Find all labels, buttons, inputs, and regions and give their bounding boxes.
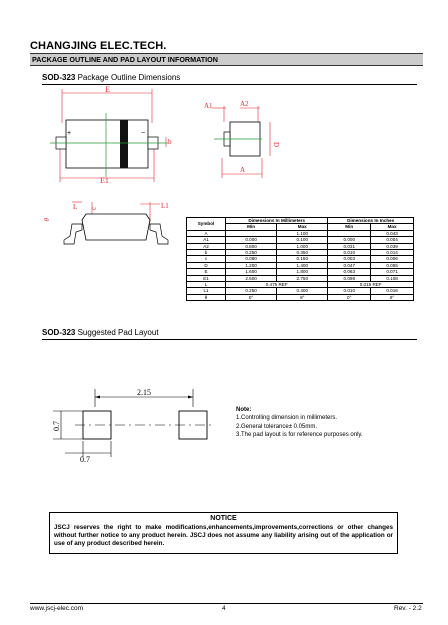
table-cell: A2 — [187, 243, 226, 249]
footer-website: www.jscj-elec.com — [30, 605, 84, 612]
table-cell: 0.047 — [328, 262, 371, 268]
table-cell: θ — [187, 294, 226, 300]
note-line-2: 2.General tolerance± 0.05mm. — [236, 423, 317, 430]
table-header-in: Dimensions In Inches — [328, 218, 414, 224]
footer-revision: Rev. - 2.2 — [394, 605, 422, 612]
table-cell: 0.010 — [328, 250, 371, 256]
table-cell: 0.055 — [371, 262, 414, 268]
table-cell: 0.010 — [328, 288, 371, 294]
table-cell: 0° — [328, 294, 371, 300]
table-cell: 0.000 — [328, 237, 371, 243]
table-cell: 0.250 — [226, 288, 277, 294]
table-cell: 0.014 — [371, 250, 414, 256]
table-cell: 0.063 — [328, 269, 371, 275]
label-A1: A1 — [204, 102, 213, 110]
table-cell: 0.400 — [277, 288, 328, 294]
label-D: D — [272, 142, 280, 148]
dim-width: 0.7 — [80, 455, 90, 464]
table-cell: 0.100 — [277, 237, 328, 243]
table-cell: 2.750 — [277, 275, 328, 281]
label-c: c — [90, 206, 98, 210]
table-cell: 0.071 — [371, 269, 414, 275]
label-b: b — [168, 138, 172, 146]
table-cell: 0.006 — [371, 256, 414, 262]
table-cell: 0.031 — [328, 243, 371, 249]
pad-section-rule — [42, 339, 417, 340]
footer-page-number: 4 — [222, 605, 226, 612]
note-title: Note: — [236, 407, 252, 413]
table-cell: D — [187, 262, 226, 268]
note-line-3: 3.The pad layout is for reference purposes only. — [236, 431, 363, 438]
section-header-text: PACKAGE OUTLINE AND PAD LAYOUT INFORMATION — [32, 55, 218, 64]
table-header-mm-max: Max — [277, 224, 328, 230]
table-cell: 0.350 — [277, 250, 328, 256]
table-cell: 0.043 — [371, 230, 414, 236]
table-cell: 8° — [371, 294, 414, 300]
table-cell: 8° — [277, 294, 328, 300]
table-cell: 0.150 — [277, 256, 328, 262]
table-cell: 0.475 REF — [226, 282, 328, 288]
table-cell: 0.016 — [371, 288, 414, 294]
outline-title-bold: SOD-323 — [42, 73, 76, 82]
notice-title: NOTICE — [210, 515, 237, 522]
table-cell: c — [187, 256, 226, 262]
anode-mark: + — [67, 130, 72, 137]
label-theta: θ — [42, 216, 52, 223]
table-cell: 1.000 — [277, 243, 328, 249]
table-cell: 1.800 — [277, 269, 328, 275]
table-cell: 0.039 — [371, 243, 414, 249]
pad-section-title — [42, 328, 159, 337]
table-header-symbol: Symbol — [187, 218, 226, 231]
outline-section-title — [42, 73, 180, 82]
label-A2: A2 — [240, 100, 249, 108]
table-cell: A1 — [187, 237, 226, 243]
note-line-1: 1.Controlling dimension in millimeters. — [236, 415, 338, 422]
table-header-in-max: Max — [371, 224, 414, 230]
table-cell: 1.600 — [226, 269, 277, 275]
side-view-drawing — [200, 98, 280, 183]
table-cell: 0.108 — [371, 275, 414, 281]
table-header-mm: Dimensions In Millimeters — [226, 218, 328, 224]
pad-layout-drawing — [45, 385, 225, 465]
pad-title-rest: Suggested Pad Layout — [75, 328, 159, 337]
table-cell: L1 — [187, 288, 226, 294]
cathode-mark: − — [141, 130, 146, 137]
table-cell: 0.098 — [328, 275, 371, 281]
company-name: CHANGJING ELEC.TECH. — [30, 40, 167, 52]
table-header-in-min: Min — [328, 224, 371, 230]
table-cell: 1.200 — [226, 262, 277, 268]
table-cell: 1.100 — [277, 230, 328, 236]
label-L: L — [73, 203, 78, 211]
table-cell: 0.250 — [226, 250, 277, 256]
table-cell: 0.080 — [226, 256, 277, 262]
table-cell: 0° — [226, 294, 277, 300]
table-cell: 2.500 — [226, 275, 277, 281]
pad-title-bold: SOD-323 — [42, 328, 76, 337]
note-block — [236, 406, 363, 439]
table-cell: 0.019 REF — [328, 282, 414, 288]
footer-rule — [30, 603, 423, 604]
table-cell: 1.400 — [277, 262, 328, 268]
table-cell: A — [187, 230, 226, 236]
dimensions-table — [186, 217, 414, 301]
table-header-mm-min: Min — [226, 224, 277, 230]
table-cell: 0.000 — [226, 237, 277, 243]
table-cell: E1 — [187, 275, 226, 281]
section-header-bar — [30, 53, 423, 66]
outline-title-rest: Package Outline Dimensions — [75, 73, 181, 82]
label-E1: E1 — [100, 176, 109, 185]
notice-box — [49, 512, 398, 554]
table-cell: L — [187, 282, 226, 288]
dim-total: 2.15 — [137, 388, 151, 397]
lead-view-drawing — [42, 196, 172, 256]
table-row — [187, 294, 414, 300]
dim-height: 0.7 — [52, 421, 61, 431]
top-view-drawing — [50, 85, 175, 185]
table-cell: 0.800 — [226, 243, 277, 249]
table-cell: 0.003 — [328, 256, 371, 262]
label-A: A — [240, 166, 246, 174]
label-L1: L1 — [161, 202, 169, 210]
notice-body: JSCJ reserves the right to make modifications,enhancements,improvements,corrections or other changes without further notice to any product herein. JSCJ does not assume any liability arising out of the application or use of any product described herein. — [54, 524, 393, 547]
table-cell: b — [187, 250, 226, 256]
table-cell: E — [187, 269, 226, 275]
label-E: E — [105, 85, 110, 94]
table-cell: 0.004 — [371, 237, 414, 243]
